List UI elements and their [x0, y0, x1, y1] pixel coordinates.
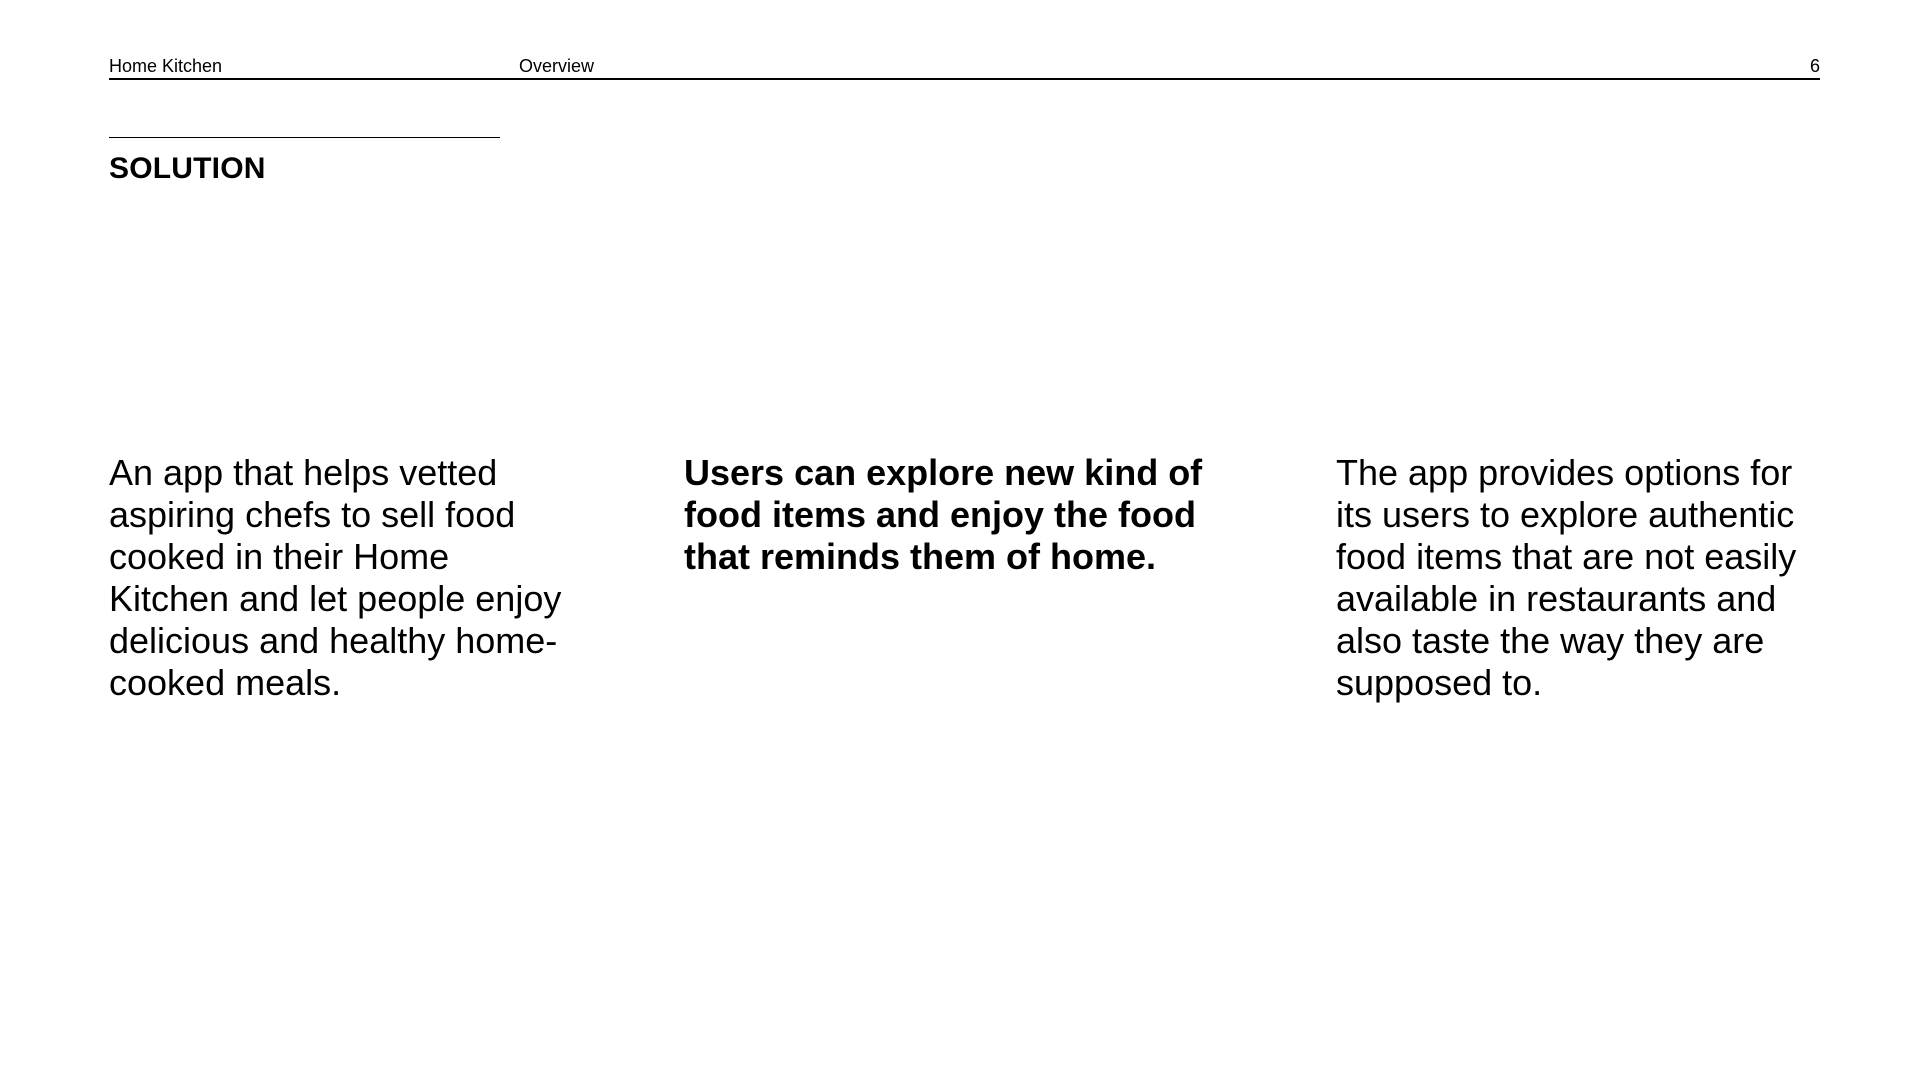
right-column-text: The app provides options for its users to explore authentic food items that are not easily available in restaurants and also taste the way they are supposed to. — [1336, 452, 1797, 703]
page-number: 6 — [1809, 56, 1820, 76]
page-header — [109, 54, 1820, 80]
middle-column-text: Users can explore new kind of food items and enjoy the food that reminds them of home. — [684, 452, 1203, 577]
section-title: SOLUTION — [109, 152, 266, 185]
section-name: Overview — [519, 56, 595, 76]
title-divider — [109, 137, 500, 138]
left-column-text: An app that helps vetted aspiring chefs to sell food cooked in their Home Kitchen and let people enjoy delicious and healthy home-cooked meals. — [109, 452, 562, 703]
project-name: Home Kitchen — [109, 56, 223, 76]
